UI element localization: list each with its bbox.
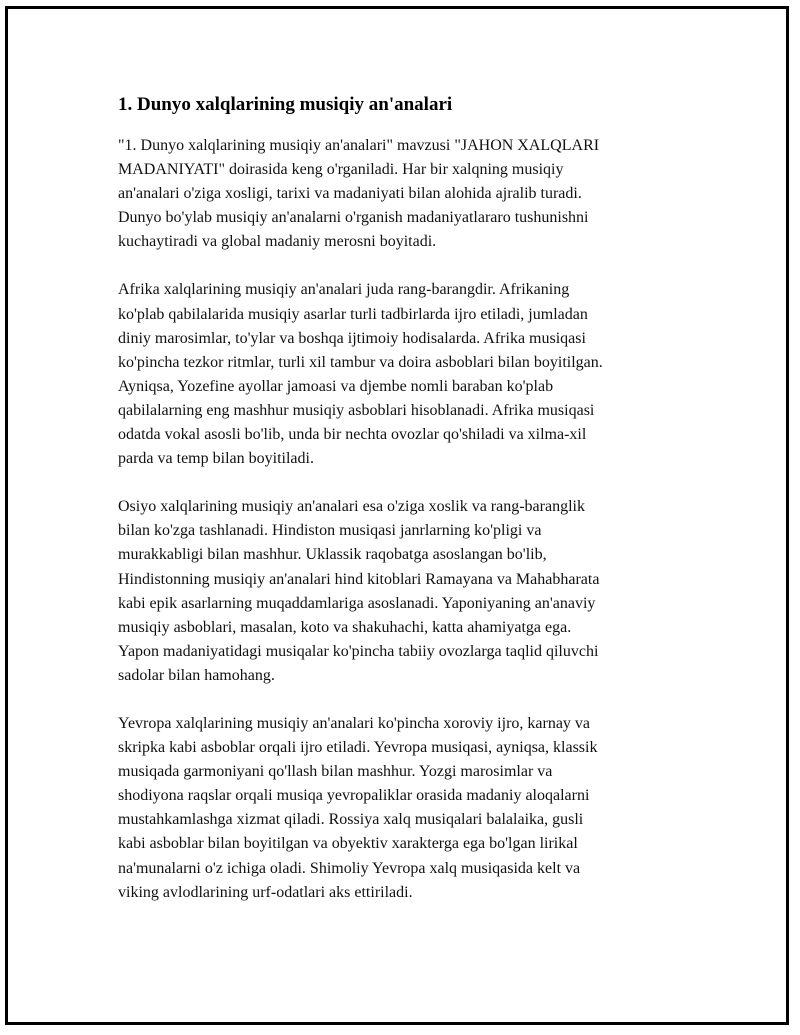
document-body — [118, 92, 683, 929]
paragraph-africa: Afrika xalqlarining musiqiy an'analari juda rang-barangdir. Afrikaning ko'plab qabilalarida musiqiy asarlar turli tadbirlarda ijro etiladi, jumladan diniy marosimlar, to'ylar va boshqa ijtimoiy hodisalarda. Afrika musiqasi ko'pincha tezkor ritmlar, turli xil tambur va doira asboblari bilan boyitilgan. Ayniqsa, Yozefine ayollar jamoasi va djembe nomli baraban ko'plab qabilalarning eng mashhur musiqiy asboblari hisoblanadi. Afrika musiqasi odatda vokal asosli bo'lib, unda bir nechta ovozlar qo'shiladi va xilma-xil parda va temp bilan boyitiladi. — [118, 281, 603, 468]
document-title: 1. Dunyo xalqlarining musiqiy an'analari — [118, 94, 453, 115]
paragraph-asia: Osiyo xalqlarining musiqiy an'analari esa o'ziga xoslik va rang-baranglik bilan ko'zga tashlanadi. Hindiston musiqasi janrlarning ko'pligi va murakkabligi bilan mashhur. Uklassik raqobatga asoslangan bo'lib, Hindistonning musiqiy an'analari hind kitoblari Ramayana va Mahabharata kabi epik asarlarning muqaddamlariga asoslanadi. Yaponiyaning an'anaviy musiqiy asboblari, masalan, koto va shakuhachi, katta ahamiyatga ega. Yapon madaniyatidagi musiqalar ko'pincha tabiiy ovozlarga taqlid qiluvchi sadolar bilan hamohang. — [118, 498, 600, 684]
paragraph-europe: Yevropa xalqlarining musiqiy an'analari ko'pincha xoroviy ijro, karnay va skripka kabi asboblar orqali ijro etiladi. Yevropa musiqasi, ayniqsa, klassik musiqada garmoniyani qo'llash bilan mashhur. Yozgi marosimlar va shodiyona raqslar orqali musiqa yevropaliklar orasida madaniy aloqalarni mustahkamlashga xizmat qiladi. Rossiya xalq musiqalari balalaika, gusli kabi asboblar bilan boyitilgan va obyektiv xarakterga ega bo'lgan lirikal na'munalarni o'z ichiga oladi. Shimoliy Yevropa xalq musiqasida kelt va viking avlodlarining urf-odatlari aks ettiriladi. — [118, 714, 598, 901]
paragraph-intro: "1. Dunyo xalqlarining musiqiy an'analari" mavzusi "JAHON XALQLARI MADANIYATI" doirasida keng o'rganiladi. Har bir xalqning musiqiy an'analari o'ziga xosligi, tarixi va madaniyati bilan alohida ajralib turadi. Dunyo bo'ylab musiqiy an'analarni o'rganish madaniyatlararo tushunishni kuchaytiradi va global madaniy merosni boyitadi. — [118, 137, 600, 251]
